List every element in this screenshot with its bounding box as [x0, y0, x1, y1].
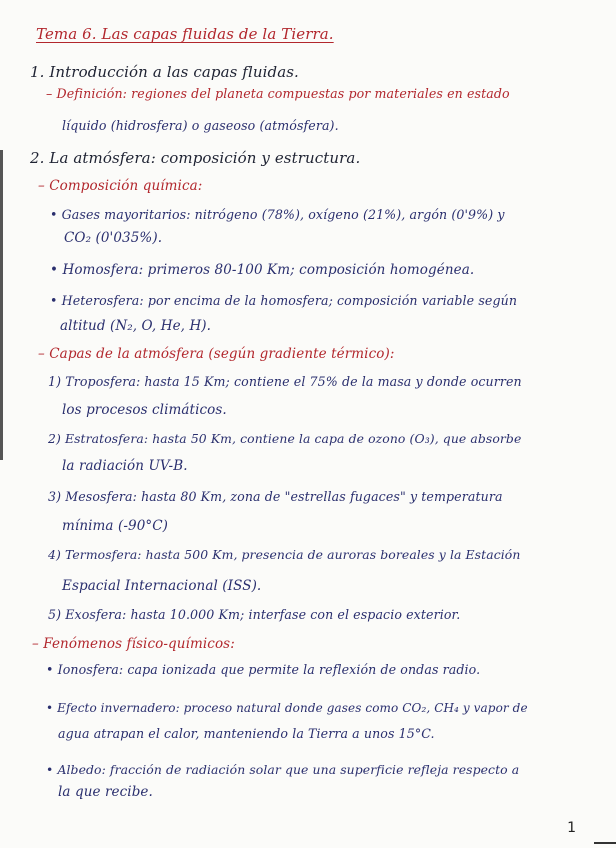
capa-troposfera: 1) Troposfera: hasta 15 Km; contiene el 75% de la masa y donde ocurren	[48, 374, 522, 389]
bullet-ionosfera: • Ionosfera: capa ionizada que permite la reflexión de ondas radio.	[46, 662, 481, 677]
bullet-efecto-invernadero: • Efecto invernadero: proceso natural donde gases como CO₂, CH₄ y vapor de	[46, 701, 528, 715]
bullet-albedo-cont: la que recibe.	[58, 784, 153, 800]
subheading-composicion: – Composición química:	[38, 178, 203, 194]
capa-mesosfera: 3) Mesosfera: hasta 80 Km, zona de "estrellas fugaces" y temperatura	[48, 489, 503, 504]
capa-termosfera-cont: Espacial Internacional (ISS).	[62, 578, 262, 594]
capa-troposfera-cont: los procesos climáticos.	[62, 402, 227, 418]
capa-estratosfera-cont: la radiación UV-B.	[62, 458, 188, 474]
page-number: 1	[567, 820, 576, 836]
bullet-gases: • Gases mayoritarios: nitrógeno (78%), oxígeno (21%), argón (0'9%) y	[50, 207, 505, 222]
capa-estratosfera: 2) Estratosfera: hasta 50 Km, contiene la capa de ozono (O₃), que absorbe	[48, 431, 522, 446]
bullet-homosfera: • Homosfera: primeros 80-100 Km; composición homogénea.	[50, 262, 475, 278]
section-heading-2: 2. La atmósfera: composición y estructura.	[30, 149, 361, 167]
binding-edge-mark	[0, 150, 3, 460]
page-title: Tema 6. Las capas fluidas de la Tierra.	[36, 25, 334, 43]
bullet-heterosfera-cont: altitud (N₂, O, He, H).	[60, 318, 212, 334]
capa-exosfera: 5) Exosfera: hasta 10.000 Km; interfase con el espacio exterior.	[48, 607, 461, 622]
definition-line: – Definición: regiones del planeta compuestas por materiales en estado	[46, 86, 510, 101]
bullet-heterosfera: • Heterosfera: por encima de la homosfera; composición variable según	[50, 293, 518, 308]
section-heading-1: 1. Introducción a las capas fluidas.	[30, 63, 299, 81]
bullet-gases-cont: CO₂ (0'035%).	[64, 230, 163, 246]
bullet-efecto-invernadero-cont: agua atrapan el calor, manteniendo la Tierra a unos 15°C.	[58, 726, 435, 741]
subheading-capas: – Capas de la atmósfera (según gradiente térmico):	[38, 346, 395, 362]
subheading-fenomenos: – Fenómenos físico-químicos:	[32, 636, 235, 652]
capa-termosfera: 4) Termosfera: hasta 500 Km, presencia de auroras boreales y la Estación	[48, 547, 521, 562]
corner-mark	[594, 842, 616, 844]
bullet-albedo: • Albedo: fracción de radiación solar que una superficie refleja respecto a	[46, 762, 520, 777]
definition-line-cont: líquido (hidrosfera) o gaseoso (atmósfera).	[62, 118, 339, 133]
capa-mesosfera-cont: mínima (-90°C)	[62, 518, 169, 534]
